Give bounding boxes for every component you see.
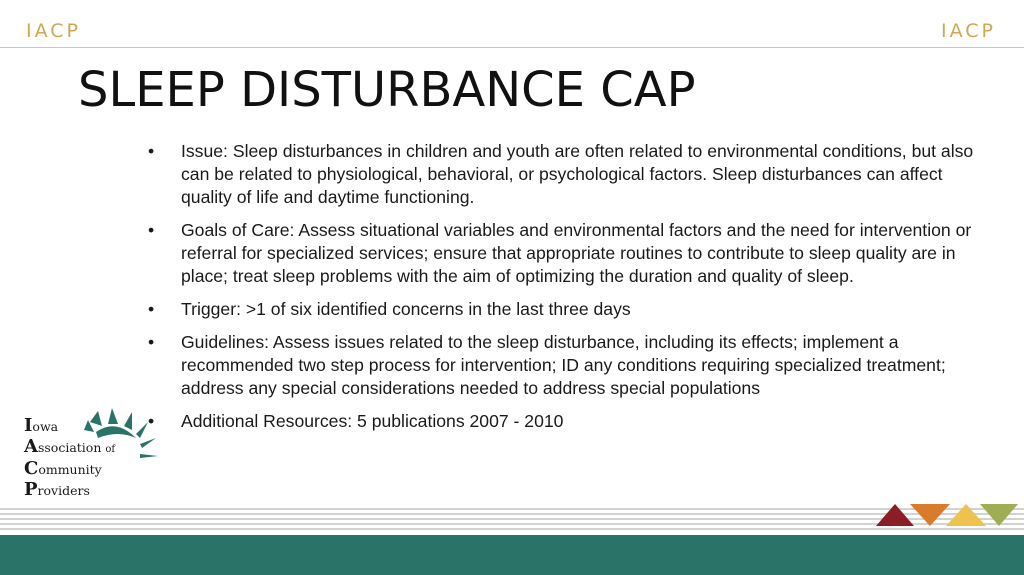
bullet-text: Trigger: >1 of six identified concerns in the last three days (181, 299, 631, 319)
bullet-item-trigger (148, 298, 993, 321)
bullet-item-issue (148, 140, 993, 209)
bullet-icon: • (148, 411, 155, 431)
bullet-text: Goals of Care: Assess situational variables and environmental factors and the need for intervention or referral for specialized services; ensure that appropriate routines to contribute to sleep quality are in place; treat sleep problems with the aim of optimizing the duration and quality of sleep. (181, 220, 972, 286)
bullet-list (148, 140, 993, 443)
stripe (0, 508, 1024, 510)
bullet-item-guidelines (148, 331, 993, 400)
logo-letter-a: A (24, 435, 38, 457)
bullet-icon: • (148, 220, 155, 240)
triangle-red (876, 504, 914, 526)
bullet-icon: • (148, 299, 155, 319)
triangle-yellow (946, 504, 986, 526)
iacp-logo (24, 408, 174, 498)
bullet-icon: • (148, 141, 155, 161)
logo-word-ssociation: ssociation (37, 439, 106, 455)
logo-word-owa: owa (32, 419, 59, 434)
top-divider (0, 47, 1024, 48)
slide-title: SLEEP DISTURBANCE CAP (78, 62, 696, 118)
logo-wordmark (24, 416, 115, 500)
triangle-orange (910, 504, 950, 526)
bullet-text: Additional Resources: 5 publications 2007 - 2010 (181, 411, 564, 431)
bullet-icon: • (148, 332, 155, 352)
logo-letter-c: C (24, 458, 39, 480)
bullet-text: Guidelines: Assess issues related to the sleep disturbance, including its effects; implement a recommended two step process for intervention; ID any conditions requiring specialized treatment; address any special considerations needed to address special populations (181, 332, 946, 398)
decorative-stripes (0, 508, 1024, 530)
stripe (0, 513, 1024, 515)
footer-bar (0, 535, 1024, 575)
logo-word-of: of (105, 443, 116, 455)
bullet-item-resources (148, 410, 993, 433)
logo-letter-p: P (24, 478, 38, 500)
stripe (0, 528, 1024, 530)
stripe (0, 518, 1024, 520)
logo-word-ommunity: ommunity (38, 462, 102, 478)
logo-word-roviders: roviders (37, 482, 90, 498)
triangle-green (980, 504, 1018, 526)
logo-letter-i: I (24, 415, 33, 436)
brand-left: IACP (26, 20, 81, 42)
decorative-triangles (876, 502, 1018, 528)
bullet-text: Issue: Sleep disturbances in children and youth are often related to environmental conditions, but also can be related to physiological, behavioral, or psychological factors. Sleep disturbances can affect quality of life and daytime functioning. (181, 141, 974, 207)
brand-right: IACP (941, 20, 996, 42)
stripe (0, 523, 1024, 525)
bullet-item-goals (148, 219, 993, 288)
